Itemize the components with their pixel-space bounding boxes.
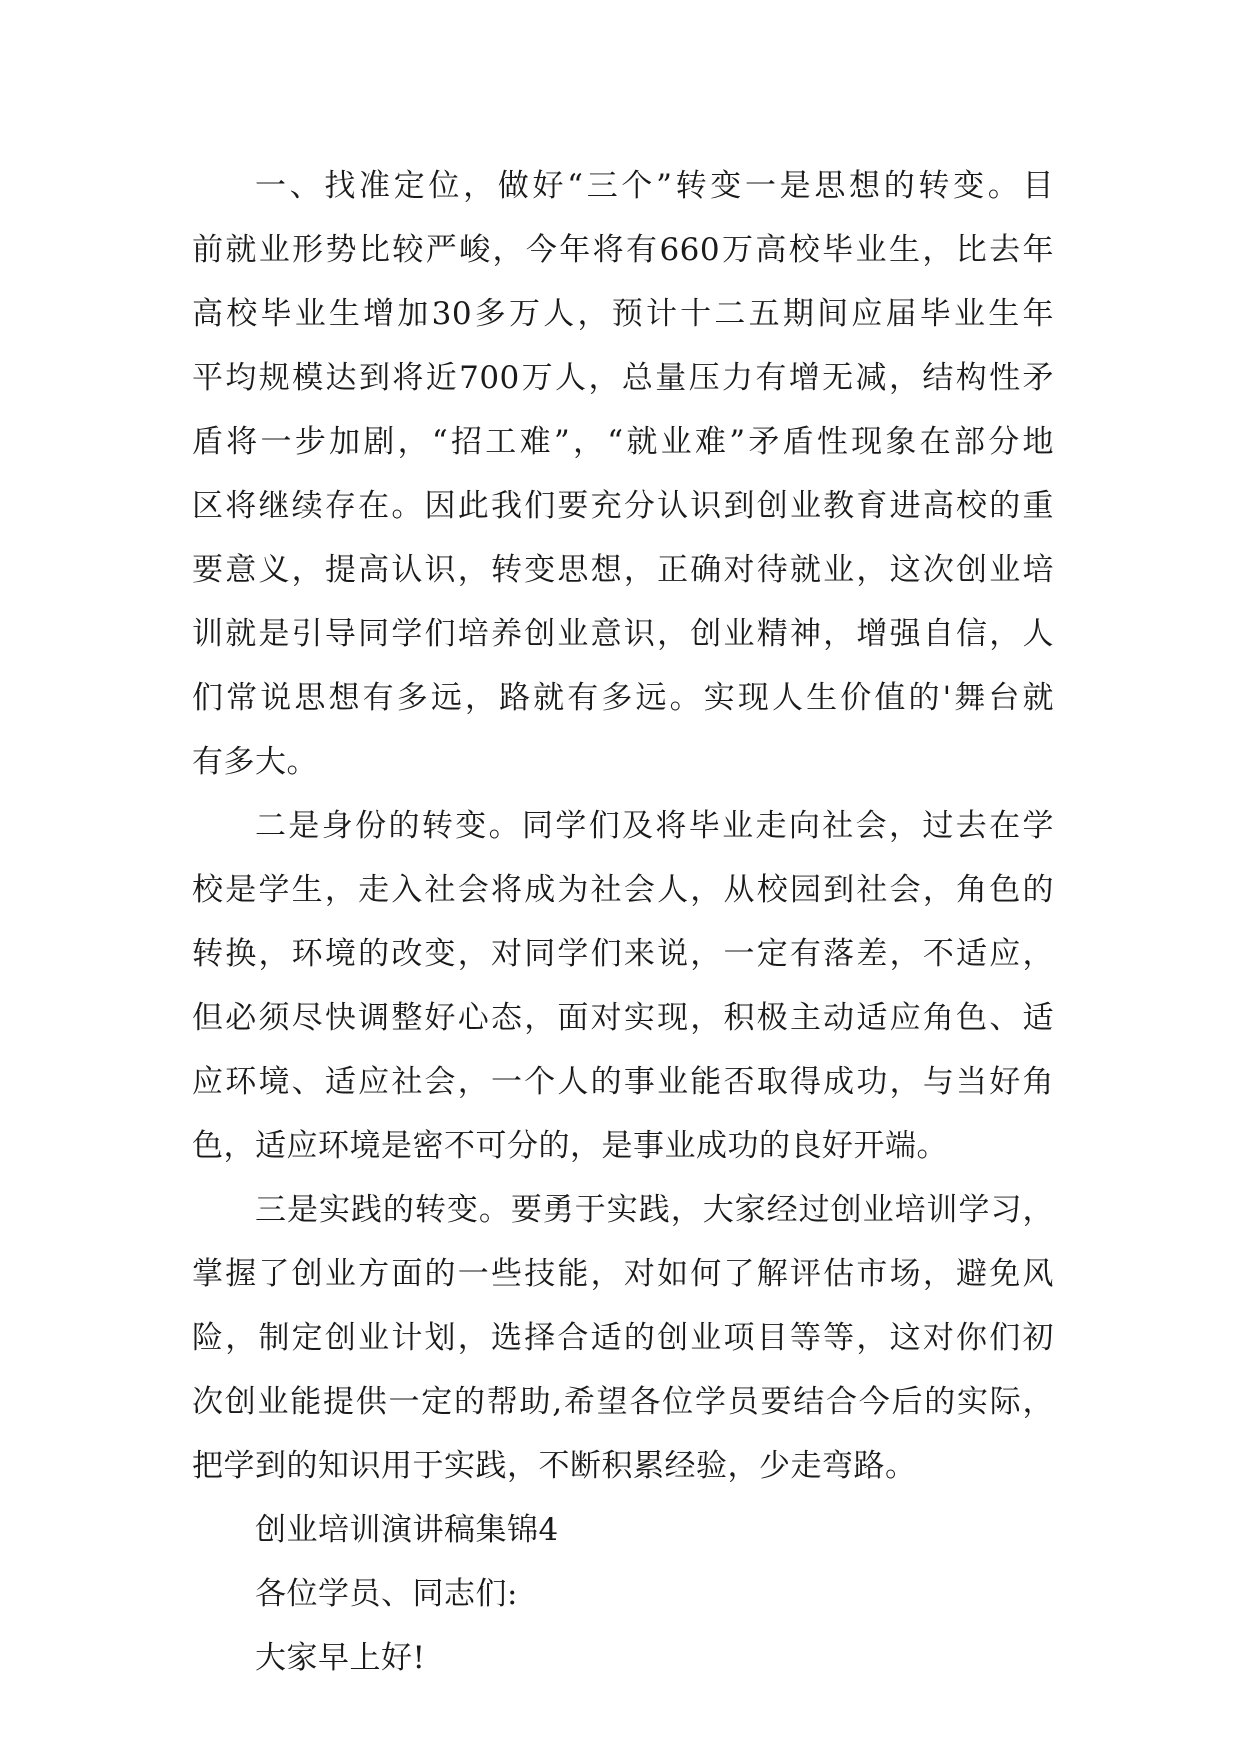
paragraph-line: 校是学生，走入社会将成为社会人，从校园到社会，角色的 [192, 872, 1054, 908]
paragraph-2 [192, 794, 1054, 1178]
paragraph-line: 训就是引导同学们培养创业意识，创业精神，增强自信，人 [192, 616, 1054, 652]
paragraph-line: 但必须尽快调整好心态，面对实现，积极主动适应角色、适 [192, 1000, 1054, 1036]
paragraph-line: 有多大。 [192, 744, 318, 780]
salutation: 各位学员、同志们: [255, 1576, 518, 1612]
paragraph-line: 高校毕业生增加30多万人，预计十二五期间应届毕业生年 [192, 296, 1054, 332]
section-title: 创业培训演讲稿集锦4 [255, 1512, 559, 1548]
paragraph-line: 二是身份的转变。同学们及将毕业走向社会，过去在学 [255, 808, 1054, 844]
paragraph-line: 险，制定创业计划，选择合适的创业项目等等，这对你们初 [192, 1320, 1054, 1356]
paragraph-line: 转换，环境的改变，对同学们来说，一定有落差，不适应， [192, 936, 1054, 972]
paragraph-line: 们常说思想有多远，路就有多远。实现人生价值的'舞台就 [192, 680, 1054, 716]
paragraph-line: 三是实践的转变。要勇于实践，大家经过创业培训学习， [255, 1192, 1054, 1228]
paragraph-line: 把学到的知识用于实践，不断积累经验，少走弯路。 [192, 1448, 917, 1484]
paragraph-1 [192, 154, 1054, 794]
document-body [192, 154, 1054, 1690]
paragraph-line: 平均规模达到将近700万人，总量压力有增无减，结构性矛 [192, 360, 1054, 396]
paragraph-3 [192, 1178, 1054, 1498]
paragraph-line: 前就业形势比较严峻，今年将有660万高校毕业生，比去年 [192, 232, 1054, 268]
paragraph-line: 掌握了创业方面的一些技能，对如何了解评估市场，避免风 [192, 1256, 1054, 1292]
paragraph-line: 盾将一步加剧，“招工难”，“就业难”矛盾性现象在部分地 [192, 424, 1054, 460]
paragraph-line: 色，适应环境是密不可分的，是事业成功的良好开端。 [192, 1128, 948, 1164]
paragraph-line: 区将继续存在。因此我们要充分认识到创业教育进高校的重 [192, 488, 1054, 524]
paragraph-line: 一、找准定位，做好“三个”转变一是思想的转变。目 [255, 168, 1054, 204]
paragraph-line: 次创业能提供一定的帮助,希望各位学员要结合今后的实际， [192, 1384, 1054, 1420]
paragraph-line: 应环境、适应社会，一个人的事业能否取得成功，与当好角 [192, 1064, 1054, 1100]
paragraph-line: 要意义，提高认识，转变思想，正确对待就业，这次创业培 [192, 552, 1054, 588]
greeting: 大家早上好! [255, 1640, 426, 1676]
